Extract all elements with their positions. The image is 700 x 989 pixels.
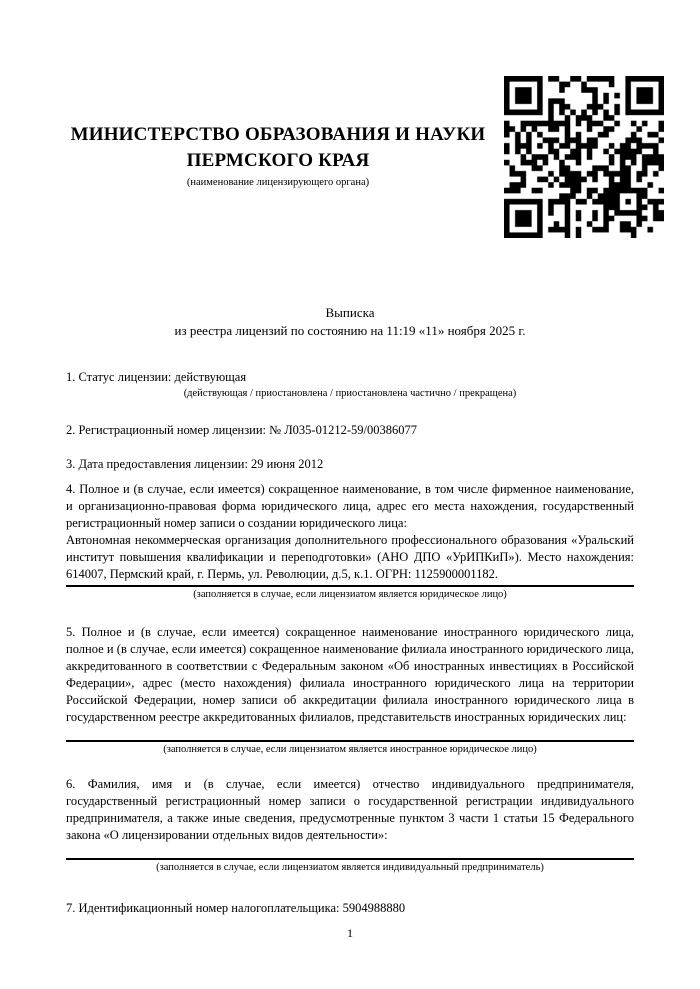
qr-code-image bbox=[504, 76, 664, 238]
item-legal-entity bbox=[66, 481, 634, 602]
individual-entrepreneur-caption: (заполняется в случае, если лицензиатом является индивидуальный предприниматель) bbox=[156, 862, 544, 873]
registration-number-text: 2. Регистрационный номер лицензии: № Л035-01212-59/00386077 bbox=[66, 423, 417, 437]
page-number: 1 bbox=[347, 926, 353, 940]
ministry-name-line1: МИНИСТЕРСТВО ОБРАЗОВАНИЯ И НАУКИ bbox=[70, 124, 486, 145]
foreign-entity-question: 5. Полное и (в случае, если имеется) сокращенное наименование иностранного юридического лица, полное и (в случае, если имеется) сокращенное наименование филиала иностранного юридического лица, аккредитованного в соответствии с Федеральным законом «Об иностранных инвестициях в Российской Федерации», адрес (место нахождения) филиала иностранного юридического лица на территории Российской Федерации, номер записи об аккредитации филиала иностранного юридического лица в государственном реестре аккредитованных филиалов, представительств иностранных юридических лиц: bbox=[66, 625, 634, 724]
license-grant-date-text: 3. Дата предоставления лицензии: 29 июня 2012 bbox=[66, 457, 324, 471]
item-taxpayer-number bbox=[66, 900, 634, 917]
foreign-entity-caption: (заполняется в случае, если лицензиатом является иностранное юридическое лицо) bbox=[163, 744, 537, 755]
license-status-options-caption: (действующая / приостановлена / приостановлена частично / прекращена) bbox=[183, 388, 517, 399]
item-foreign-entity bbox=[66, 624, 634, 757]
ministry-name-line2: ПЕРМСКОГО КРАЯ bbox=[186, 150, 370, 171]
item-registration-number bbox=[66, 422, 634, 439]
license-status-text: 1. Статус лицензии: действующая bbox=[66, 370, 247, 384]
legal-entity-caption: (заполняется в случае, если лицензиатом является юридическое лицо) bbox=[193, 589, 507, 600]
individual-entrepreneur-question: 6. Фамилия, имя и (в случае, если имеется) отчество индивидуального предпринимателя, государственный регистрационный номер записи о государственной регистрации индивидуального предпринимателя, а также иные сведения, предусмотренные пунктом 3 части 1 статьи 15 Федерального закона «О лицензировании отдельных видов деятельности»: bbox=[66, 777, 634, 842]
item-individual-entrepreneur bbox=[66, 776, 634, 875]
legal-entity-underline bbox=[66, 585, 634, 587]
extract-title-line2: из реестра лицензий по состоянию на 11:19 «11» ноября 2025 г. bbox=[174, 322, 526, 338]
legal-entity-value: Автономная некоммерческая организация дополнительного профессионального образования «Уральский институт повышения квалификации и переподготовки» (АНО ДПО «УрИПКиП»). Место нахождения: 614007, Пермский край, г. Пермь, ул. Революции, д.5, к.1. ОГРН: 1125900001182. bbox=[66, 533, 634, 581]
foreign-entity-underline bbox=[66, 740, 634, 742]
ministry-header bbox=[66, 122, 490, 190]
legal-entity-question: 4. Полное и (в случае, если имеется) сокращенное наименование, в том числе фирменное наименование, и организационно-правовая форма юридического лица, адрес его места нахождения, государственный регистрационный номер записи о создании юридического лица: bbox=[66, 482, 634, 530]
item-license-grant-date bbox=[66, 456, 634, 473]
extract-title-line1: Выписка bbox=[325, 305, 375, 320]
qr-code bbox=[504, 76, 664, 238]
individual-entrepreneur-underline bbox=[66, 858, 634, 860]
item-license-status bbox=[66, 369, 634, 401]
licensing-authority-caption: (наименование лицензирующего органа) bbox=[186, 177, 370, 188]
extract-title bbox=[66, 304, 634, 339]
taxpayer-number-text: 7. Идентификационный номер налогоплательщика: 5904988880 bbox=[66, 901, 406, 915]
